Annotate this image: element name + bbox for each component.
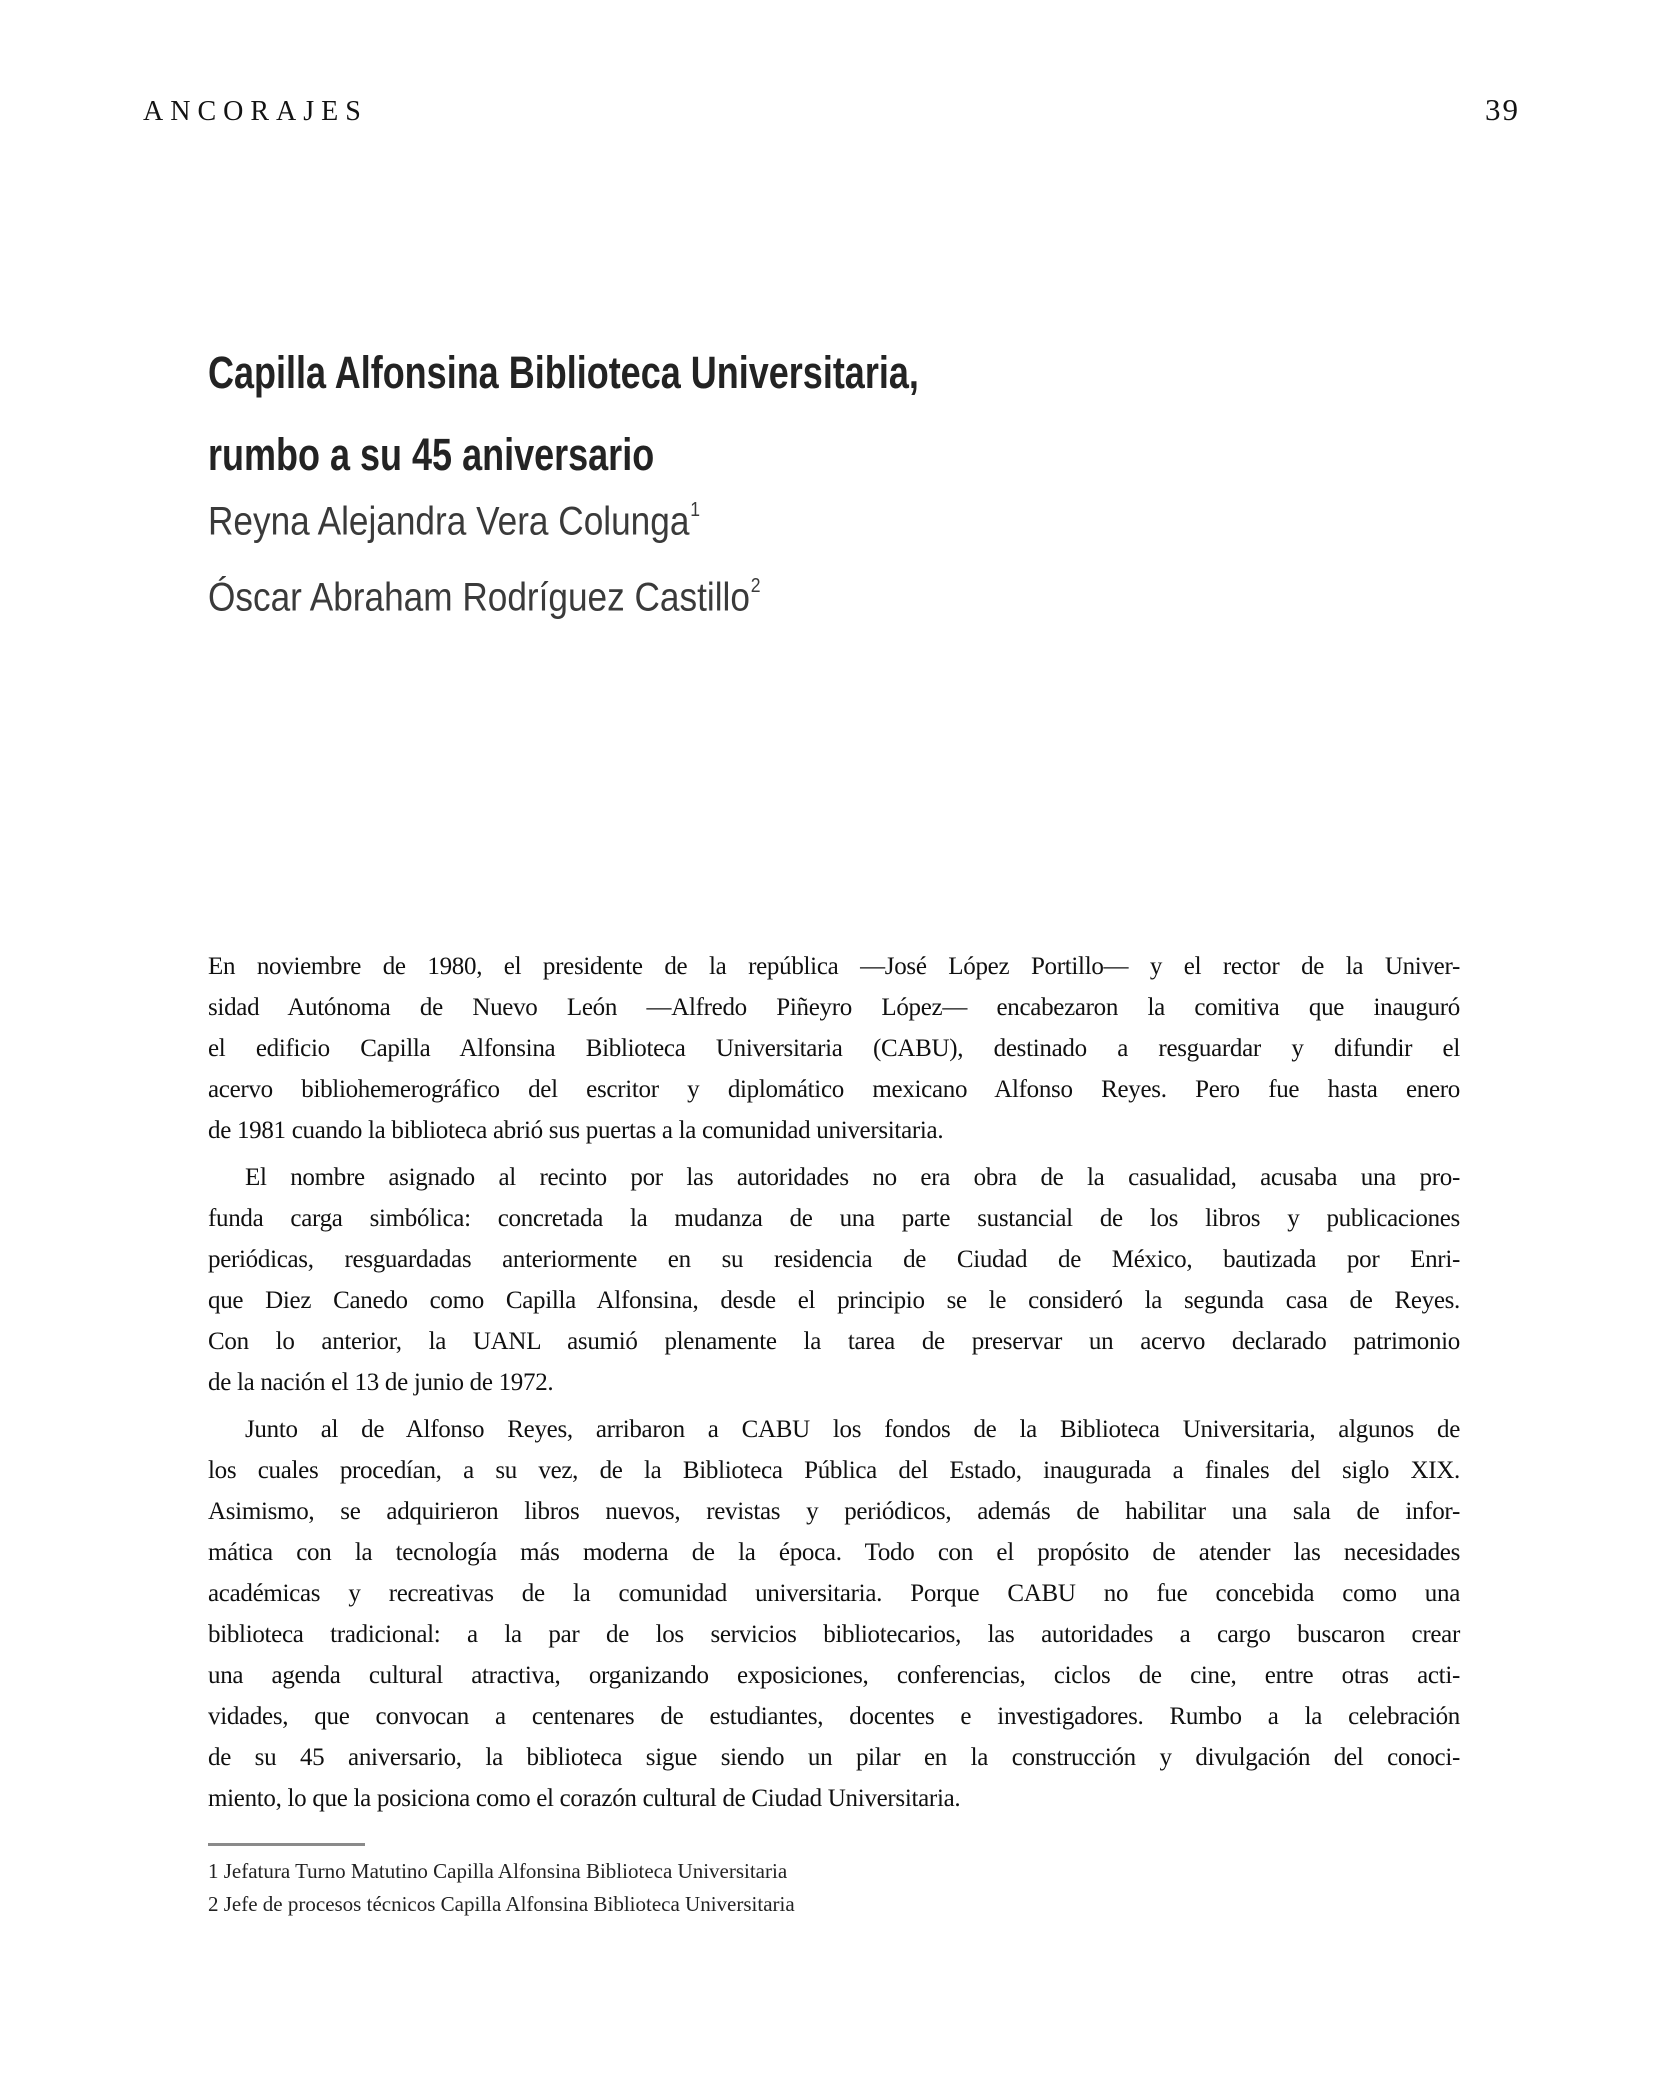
footnote-line: 2 Jefe de procesos técnicos Capilla Alfonsina Biblioteca Universitaria <box>208 1892 795 1916</box>
body-text-line: el edificio Capilla Alfonsina Biblioteca Universitaria (CABU), destinado a resguardar y difundir el <box>208 1035 1460 1062</box>
body-text-line: Asimismo, se adquirieron libros nuevos, revistas y periódicos, además de habilitar una sala de infor- <box>208 1498 1460 1525</box>
article-title <box>208 332 1097 496</box>
body-text-line: mática con la tecnología más moderna de la época. Todo con el propósito de atender las necesidades <box>208 1539 1460 1566</box>
body-text-line: El nombre asignado al recinto por las autoridades no era obra de la casualidad, acusaba una pro- <box>245 1164 1460 1191</box>
body-paragraph <box>208 946 1460 1151</box>
body-text-line: Junto al de Alfonso Reyes, arribaron a CABU los fondos de la Biblioteca Universitaria, algunos de <box>245 1416 1460 1443</box>
footnote-line: 1 Jefatura Turno Matutino Capilla Alfonsina Biblioteca Universitaria <box>208 1859 788 1883</box>
body-text-line: sidad Autónoma de Nuevo León —Alfredo Piñeyro López— encabezaron la comitiva que inauguró <box>208 994 1460 1021</box>
article-title-line-2: rumbo a su 45 aniversario <box>208 429 655 480</box>
body-text-line: de su 45 aniversario, la biblioteca sigue siendo un pilar en la construcción y divulgación del conoci- <box>208 1744 1460 1771</box>
author-1-footnote-ref: 1 <box>690 499 701 521</box>
author-2 <box>208 566 761 621</box>
article-body <box>208 946 1460 1819</box>
body-text-line: biblioteca tradicional: a la par de los servicios bibliotecarios, las autoridades a cargo buscaron crear <box>208 1621 1460 1648</box>
author-2-footnote-ref: 2 <box>750 575 761 597</box>
body-text-line: funda carga simbólica: concretada la mudanza de una parte sustancial de los libros y publicaciones <box>208 1205 1460 1232</box>
body-text-line: miento, lo que la posiciona como el corazón cultural de Ciudad Universitaria. <box>208 1785 961 1812</box>
page-number: 39 <box>1485 92 1520 127</box>
body-text-line: de la nación el 13 de junio de 1972. <box>208 1369 554 1396</box>
body-text-line: acervo bibliohemerográfico del escritor y diplomático mexicano Alfonso Reyes. Pero fue hasta enero <box>208 1076 1460 1103</box>
body-text-line: periódicas, resguardadas anteriormente en su residencia de Ciudad de México, bautizada por Enri- <box>208 1246 1460 1273</box>
body-text-line: de 1981 cuando la biblioteca abrió sus puertas a la comunidad universitaria. <box>208 1117 944 1144</box>
article-title-line-1: Capilla Alfonsina Biblioteca Universitaria, <box>208 347 919 398</box>
footnote-list <box>208 1855 1460 1921</box>
footnotes <box>208 1843 1460 1921</box>
body-text-line: académicas y recreativas de la comunidad universitaria. Porque CABU no fue concebida como una <box>208 1580 1460 1607</box>
body-paragraph <box>208 1157 1460 1403</box>
running-header: ANCORAJES <box>143 96 368 127</box>
body-text-line: En noviembre de 1980, el presidente de la república —José López Portillo— y el rector de la Univer- <box>208 953 1460 980</box>
body-text-line: una agenda cultural atractiva, organizando exposiciones, conferencias, ciclos de cine, entre otras acti- <box>208 1662 1460 1689</box>
body-text-line: vidades, que convocan a centenares de estudiantes, docentes e investigadores. Rumbo a la celebración <box>208 1703 1460 1730</box>
author-1 <box>208 490 700 545</box>
footnote-rule <box>208 1843 365 1846</box>
body-text-line: Con lo anterior, la UANL asumió plenamente la tarea de preservar un acervo declarado patrimonio <box>208 1328 1460 1355</box>
body-paragraph <box>208 1409 1460 1819</box>
body-text-line: que Diez Canedo como Capilla Alfonsina, desde el principio se le consideró la segunda casa de Reyes. <box>208 1287 1460 1314</box>
body-text-line: los cuales procedían, a su vez, de la Biblioteca Pública del Estado, inaugurada a finales del siglo XIX. <box>208 1457 1460 1484</box>
author-2-name: Óscar Abraham Rodríguez Castillo <box>208 575 750 620</box>
author-1-name: Reyna Alejandra Vera Colunga <box>208 499 690 544</box>
